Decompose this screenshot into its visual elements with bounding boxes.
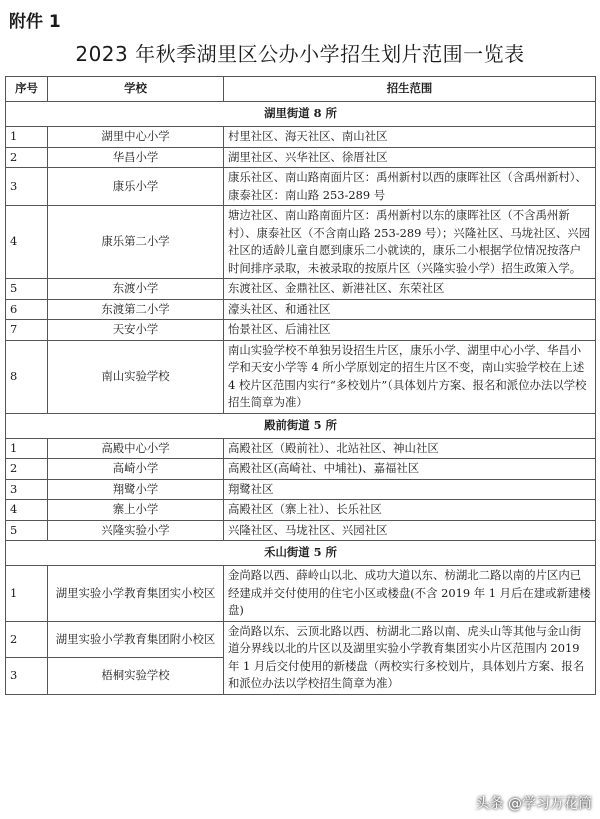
row-seq: 3 [6,168,48,206]
attachment-label: 附件 1 [9,12,61,32]
row-school: 高崎小学 [48,459,224,480]
row-seq: 2 [6,459,48,480]
table-row [6,340,596,413]
enrollment-table [5,76,596,695]
row-seq: 6 [6,299,48,320]
row-scope: 康乐社区、南山路南面片区：禹州新村以西的康晖社区（含禹州新村）、康泰社区：南山路 253-289 号 [224,168,596,206]
section-row [6,102,596,127]
row-scope: 高殿社区（寨上社）、长乐社区 [224,500,596,521]
section-row [6,541,596,566]
table-row [6,127,596,148]
section-title: 湖里街道 8 所 [6,102,596,127]
row-school: 高殿中心小学 [48,438,224,459]
header-seq: 序号 [6,77,48,102]
table-row [6,299,596,320]
row-seq: 7 [6,320,48,341]
page-title: 2023 年秋季湖里区公办小学招生划片范围一览表 [75,42,525,66]
row-school: 南山实验学校 [48,340,224,413]
row-school: 湖里实验小学教育集团附小校区 [48,621,224,658]
row-scope: 金尚路以西、薛岭山以北、成功大道以东、枋湖北二路以南的片区内已经建成并交付使用的住宅小区或楼盘(不含 2019 年 1 月后在建或新建楼盘) [224,566,596,622]
row-seq: 8 [6,340,48,413]
row-seq: 1 [6,127,48,148]
row-seq: 2 [6,147,48,168]
row-seq: 4 [6,206,48,279]
table-row [6,479,596,500]
row-scope: 兴隆社区、马垅社区、兴园社区 [224,520,596,541]
row-school: 康乐第二小学 [48,206,224,279]
section-title: 禾山街道 5 所 [6,541,596,566]
row-school: 东渡第二小学 [48,299,224,320]
row-seq: 1 [6,438,48,459]
row-school: 寨上小学 [48,500,224,521]
row-scope: 东渡社区、金鼎社区、新港社区、东荣社区 [224,279,596,300]
table-row [6,320,596,341]
header-scope: 招生范围 [224,77,596,102]
row-school: 华昌小学 [48,147,224,168]
row-scope: 塘边社区、南山路南面片区：禹州新村以东的康晖社区（不含禹州新村）、康泰社区（不含南山路 253-289 号）；兴隆社区、马垅社区、兴园社区的适龄儿童自愿到康乐二小就读的，康乐二小根据学位情况按落户时间排序录取，未被录取的按原片区（兴隆实验小学）招生政策入学。 [224,206,596,279]
table-row [6,566,596,622]
table-row [6,459,596,480]
row-scope: 金尚路以东、云顶北路以西、枋湖北二路以南、虎头山等其他与金山街道分界线以北的片区以及湖里实验小学教育集团实小片区范围内 2019 年 1 月后交付使用的新楼盘（两校实行多校划片，具体划片方案、报名和派位办法以学校招生简章为准） [224,621,596,694]
row-scope: 翔鹭社区 [224,479,596,500]
row-school: 康乐小学 [48,168,224,206]
row-school: 天安小学 [48,320,224,341]
table-row [6,279,596,300]
row-scope: 湖里社区、兴华社区、徐厝社区 [224,147,596,168]
table-header-row [6,77,596,102]
table-row [6,206,596,279]
row-school: 梧桐实验学校 [48,658,224,695]
row-school: 兴隆实验小学 [48,520,224,541]
table-row [6,147,596,168]
row-seq: 4 [6,500,48,521]
row-scope: 南山实验学校不单独另设招生片区，康乐小学、湖里中心小学、华昌小学和天安小学等 4 所小学原划定的招生片区不变，南山实验学校在上述 4 校片区范围内实行“多校划片”（具体划片方案、报名和派位办法以学校招生简章为准） [224,340,596,413]
row-scope: 怡景社区、后浦社区 [224,320,596,341]
row-seq: 3 [6,658,48,695]
header-school: 学校 [48,77,224,102]
section-row [6,413,596,438]
row-scope: 高殿社区(高崎社、中埔社)、嘉福社区 [224,459,596,480]
table-row [6,168,596,206]
row-school: 湖里中心小学 [48,127,224,148]
table-row [6,438,596,459]
section-title: 殿前街道 5 所 [6,413,596,438]
table-row [6,500,596,521]
row-scope: 濠头社区、和通社区 [224,299,596,320]
watermark: 头条 @学习万花筒 [475,796,592,812]
row-seq: 2 [6,621,48,658]
row-seq: 1 [6,566,48,622]
row-seq: 5 [6,520,48,541]
row-school: 湖里实验小学教育集团实小校区 [48,566,224,622]
row-seq: 3 [6,479,48,500]
row-school: 翔鹭小学 [48,479,224,500]
table-row [6,621,596,658]
row-scope: 高殿社区（殿前社）、北站社区、神山社区 [224,438,596,459]
row-seq: 5 [6,279,48,300]
row-school: 东渡小学 [48,279,224,300]
row-scope: 村里社区、海天社区、南山社区 [224,127,596,148]
table-row [6,520,596,541]
